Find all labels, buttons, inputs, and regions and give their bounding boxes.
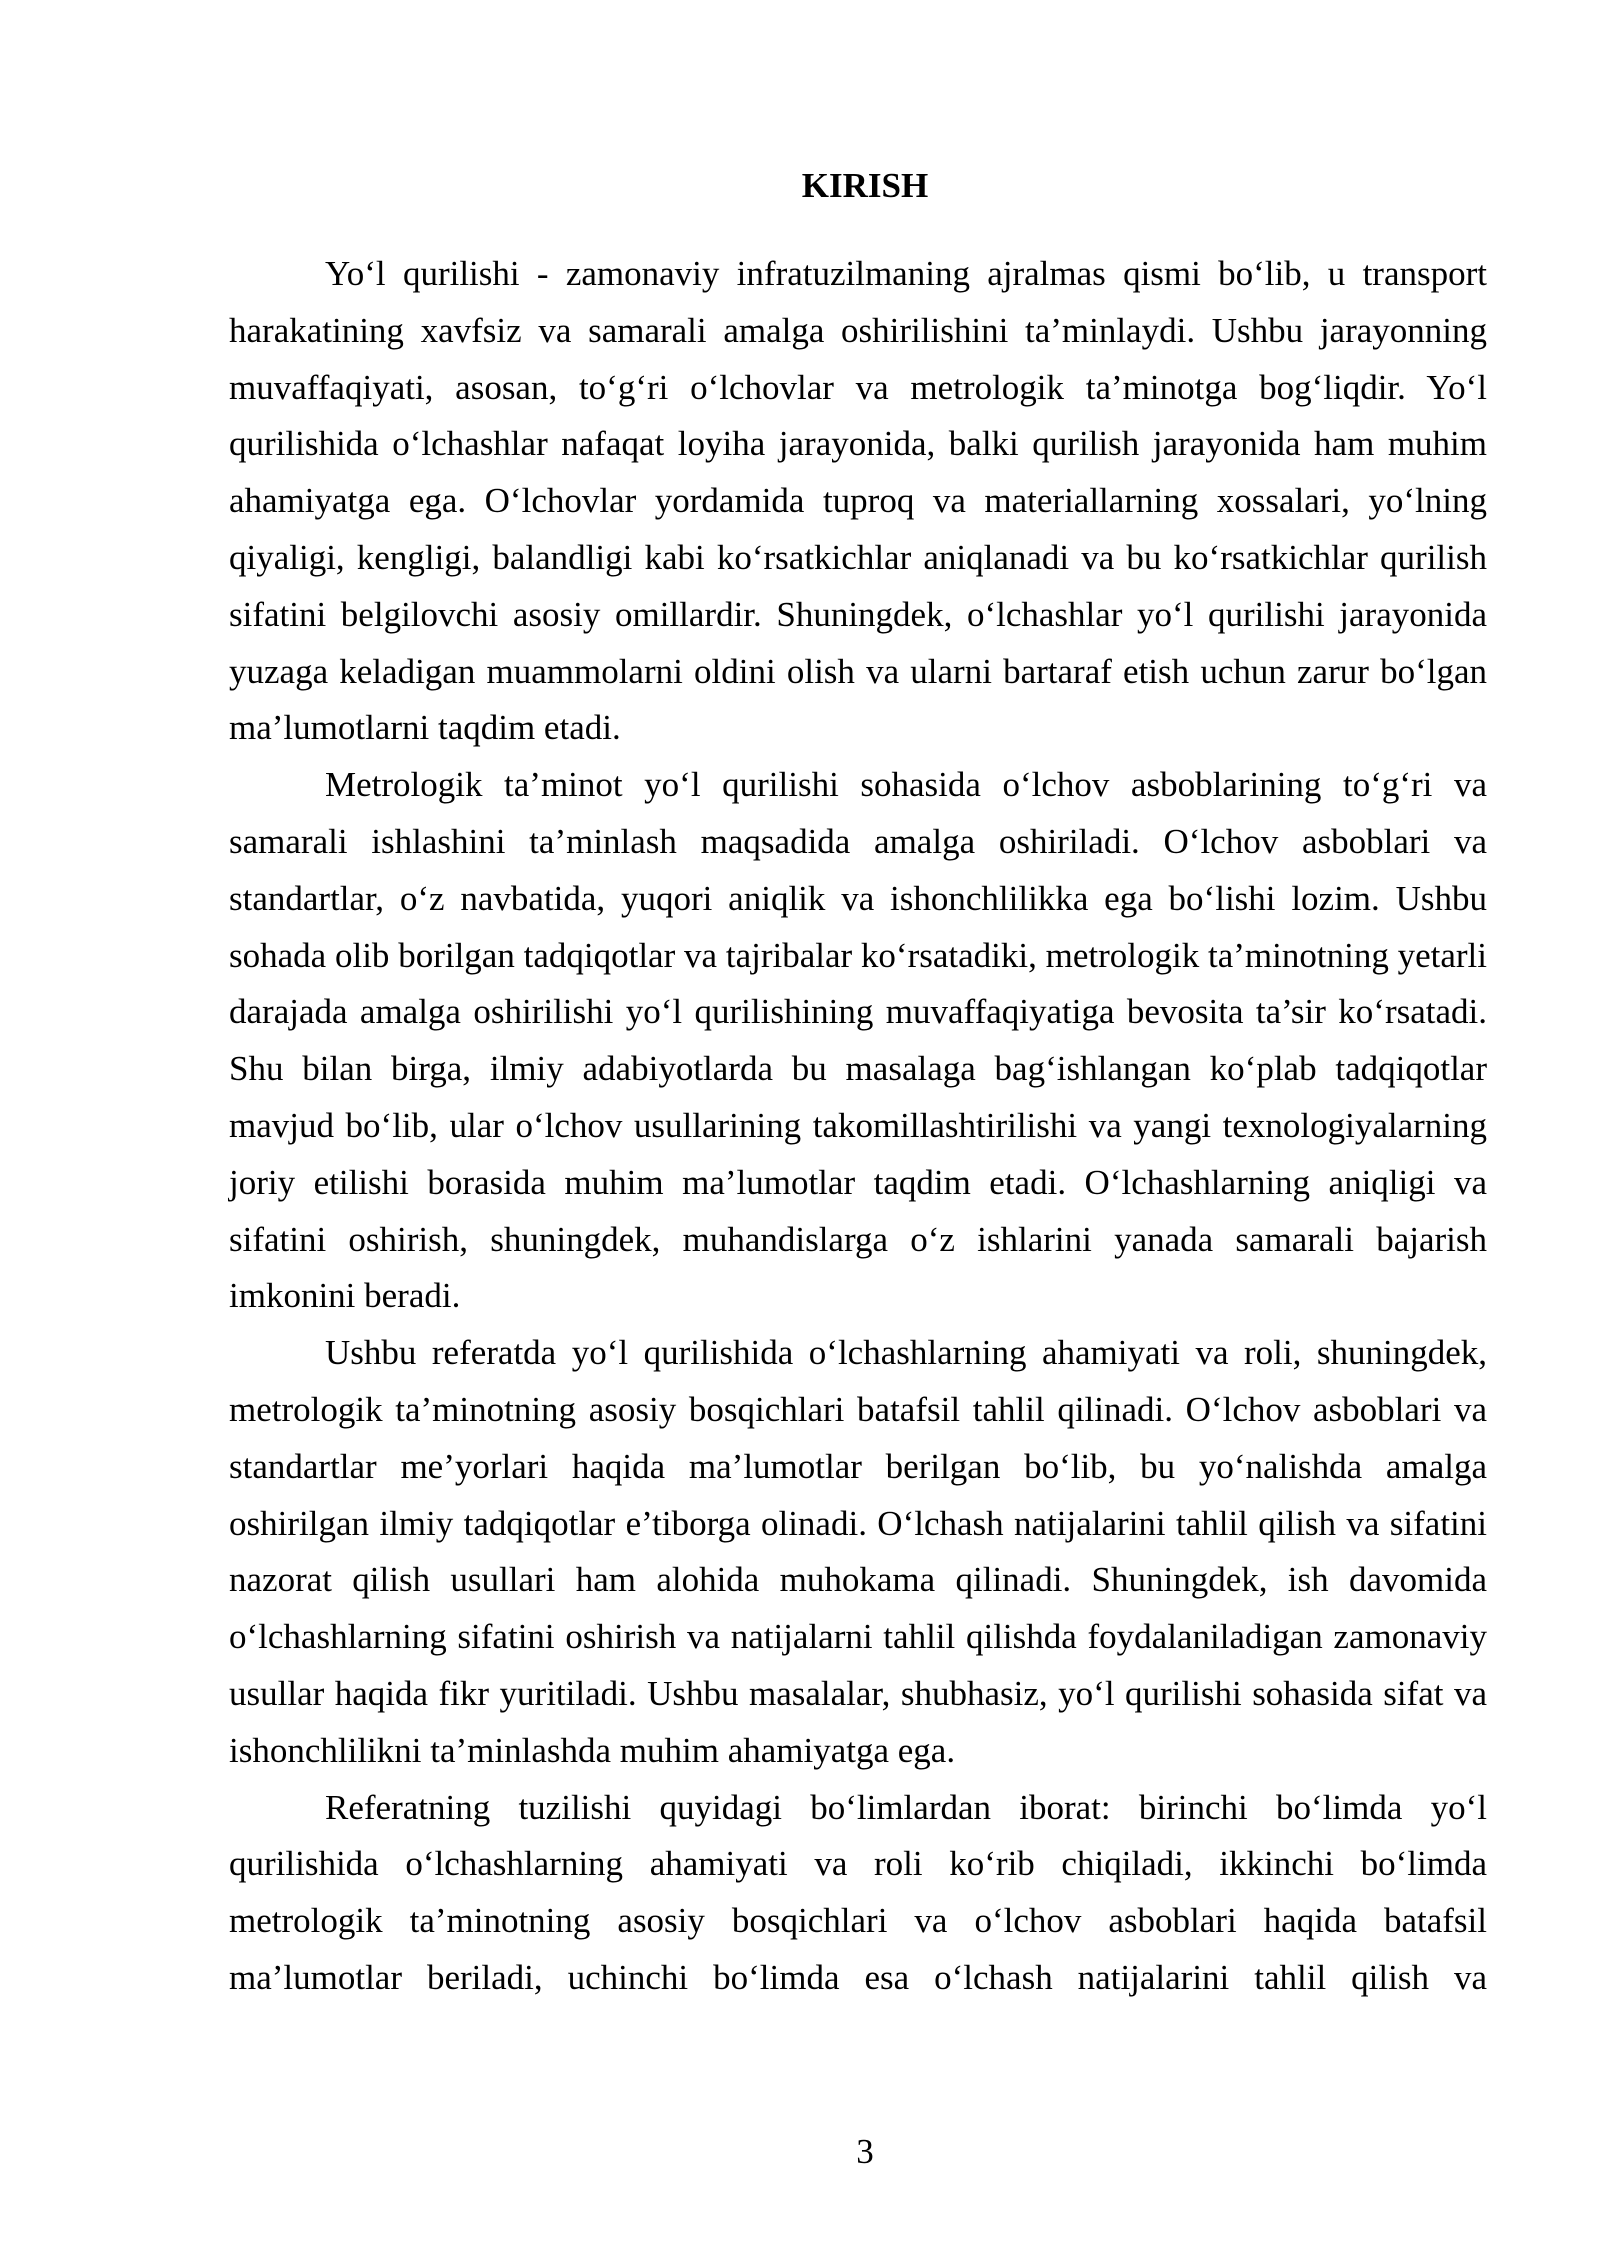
paragraph-1: Yo‘l qurilishi - zamonaviy infratuzilmaning ajralmas qismi bo‘lib, u transport harakatining xavfsiz va samarali amalga oshirilishini ta’minlaydi. Ushbu jarayonning muvaffaqiyati, asosan, to‘g‘ri o‘lchovlar va metrologik ta’minotga bog‘liqdir. Yo‘l qurilishida o‘lchashlar nafaqat loyiha jarayonida, balki qurilish jarayonida ham muhim ahamiyatga ega. O‘lchovlar yordamida tuproq va materiallarning xossalari, yo‘lning qiyaligi, kengligi, balandligi kabi ko‘rsatkichlar aniqlanadi va bu ko‘rsatkichlar qurilish sifatini belgilovchi asosiy omillardir. Shuningdek, o‘lchashlar yo‘l qurilishi jarayonida yuzaga keladigan muammolarni oldini olish va ularni bartaraf etish uchun zarur bo‘lgan ma’lumotlarni taqdim etadi. (229, 254, 1487, 748)
paragraph-4: Referatning tuzilishi quyidagi bo‘limlardan iborat: birinchi bo‘limda yo‘l qurilishida o‘lchashlarning ahamiyati va roli ko‘rib chiqiladi, ikkinchi bo‘limda metrologik ta’minotning asosiy bosqichlari va o‘lchov asboblari haqida batafsil ma’lumotlar beriladi, uchinchi bo‘limda esa o‘lchash natijalarini tahlil qilish va (229, 1787, 1487, 1997)
page-number: 3 (856, 2132, 874, 2171)
paragraph-3: Ushbu referatda yo‘l qurilishida o‘lchashlarning ahamiyati va roli, shuningdek, metrologik ta’minotning asosiy bosqichlari batafsil tahlil qilinadi. O‘lchov asboblari va standartlar me’yorlari haqida ma’lumotlar berilgan bo‘lib, bu yo‘nalishda amalga oshirilgan ilmiy tadqiqotlar e’tiborga olinadi. O‘lchash natijalarini tahlil qilish va sifatini nazorat qilish usullari ham alohida muhokama qilinadi. Shuningdek, ish davomida o‘lchashlarning sifatini oshirish va natijalarni tahlil qilishda foydalaniladigan zamonaviy usullar haqida fikr yuritiladi. Ushbu masalalar, shubhasiz, yo‘l qurilishi sohasida sifat va ishonchlilikni ta’minlashda muhim ahamiyatga ega. (229, 1333, 1487, 1770)
page-title: KIRISH (801, 166, 929, 205)
body-text (229, 246, 1487, 2007)
paragraph-2: Metrologik ta’minot yo‘l qurilishi sohasida o‘lchov asboblarining to‘g‘ri va samarali ishlashini ta’minlash maqsadida amalga oshiriladi. O‘lchov asboblari va standartlar, o‘z navbatida, yuqori aniqlik va ishonchlilikka ega bo‘lishi lozim. Ushbu sohada olib borilgan tadqiqotlar va tajribalar ko‘rsatadiki, metrologik ta’minotning yetarli darajada amalga oshirilishi yo‘l qurilishining muvaffaqiyatiga bevosita ta’sir ko‘rsatadi. Shu bilan birga, ilmiy adabiyotlarda bu masalaga bag‘ishlangan ko‘plab tadqiqotlar mavjud bo‘lib, ular o‘lchov usullarining takomillashtirilishi va yangi texnologiyalarning joriy etilishi borasida muhim ma’lumotlar taqdim etadi. O‘lchashlarning aniqligi va sifatini oshirish, shuningdek, muhandislarga o‘z ishlarini yanada samarali bajarish imkonini beradi. (229, 765, 1487, 1316)
